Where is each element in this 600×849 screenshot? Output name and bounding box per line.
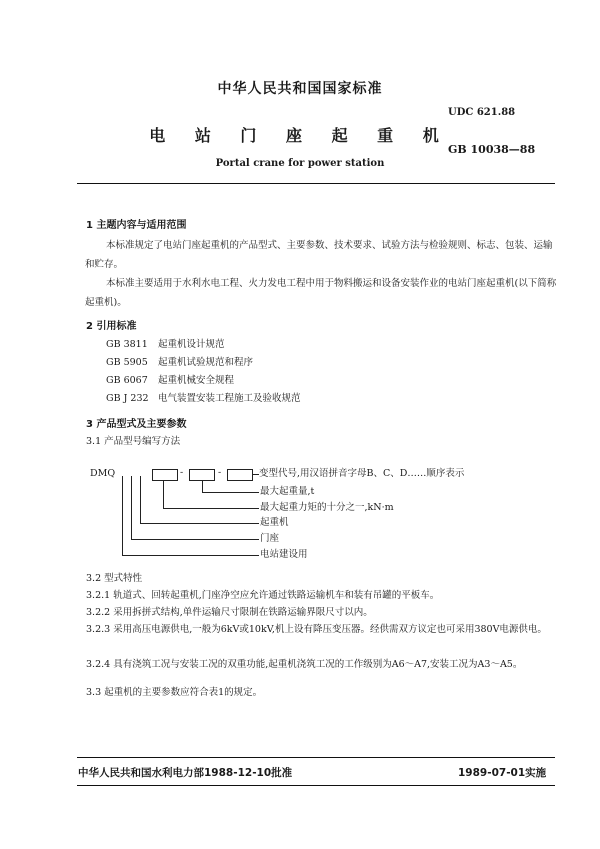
- leader-line: [140, 523, 259, 524]
- footer-bottom-rule: [77, 785, 555, 786]
- clause-3-2-3: 3.2.3 采用高压电源供电,一般为6kV或10kV,机上设有降压变压器。经供需双方议定也可采用380V电源供电。: [86, 624, 547, 635]
- footer-rule: [77, 757, 555, 758]
- model-label-variant: 变型代号,用汉语拼音字母B、C、D……顺序表示: [259, 468, 465, 479]
- leader-line: [122, 555, 259, 556]
- model-prefix: DMQ: [90, 468, 116, 479]
- effective-date: 1989-07-01实施: [458, 767, 547, 779]
- reference-name: 起重机设计规范: [158, 339, 225, 350]
- leader-line: [131, 476, 132, 540]
- section-2-title: 2 引用标准: [86, 321, 137, 332]
- section-3-1-heading: 3.1 产品型号编写方法: [86, 436, 181, 447]
- english-title: Portal crane for power station: [215, 158, 385, 169]
- model-label-crane: 起重机: [260, 517, 289, 528]
- clause-3-2-2: 3.2.2 采用拆拼式结构,单件运输尺寸限制在铁路运输界限尺寸以内。: [86, 607, 373, 618]
- clause-3-2-1: 3.2.1 轨道式、回转起重机,门座净空应允许通过铁路运输机车和装有吊罐的平板车。: [86, 590, 440, 601]
- model-label-moment: 最大起重力矩的十分之一,kN·m: [260, 502, 394, 513]
- section-3-title: 3 产品型式及主要参数: [86, 419, 187, 430]
- reference-code: GB 6067: [106, 375, 148, 386]
- national-standard-heading: 中华人民共和国国家标准: [217, 81, 383, 97]
- udc-code: UDC 621.88: [448, 107, 516, 118]
- reference-code: GB J 232: [106, 393, 149, 404]
- section-3-2-heading: 3.2 型式特性: [86, 573, 143, 584]
- reference-code: GB 3811: [106, 339, 148, 350]
- gb-number: GB 10038—88: [448, 143, 536, 156]
- clause-3-3: 3.3 起重机的主要参数应符合表1的规定。: [86, 687, 263, 698]
- approval-line: 中华人民共和国水利电力部1988-12-10批准: [78, 767, 293, 779]
- header-rule: [77, 183, 555, 184]
- model-label-power-station: 电站建设用: [260, 549, 308, 560]
- model-dash-2: -: [218, 467, 222, 478]
- model-dash-1: -: [180, 467, 184, 478]
- document-title: 电 站 门 座 起 重 机: [149, 126, 451, 145]
- clause-3-2-4: 3.2.4 具有浇筑工况与安装工况的双重功能,起重机浇筑工况的工作级别为A6～A7,安装工况为A3～A5。: [86, 659, 523, 670]
- reference-name: 起重机试验规范和程序: [158, 357, 254, 368]
- leader-line: [252, 474, 259, 475]
- leader-line: [163, 481, 164, 509]
- model-box-2: [189, 469, 215, 481]
- section-1-paragraph-2: 本标准主要适用于水利水电工程、火力发电工程中用于物料搬运和设备安装作业的电站门座起重机(以下简称起重机)。: [85, 278, 557, 308]
- reference-name: 电气装置安装工程施工及验收规范: [158, 393, 301, 404]
- model-label-portal: 门座: [260, 533, 280, 544]
- leader-line: [202, 492, 259, 493]
- model-label-capacity: 最大起重量,t: [260, 486, 315, 497]
- reference-name: 起重机械安全规程: [158, 375, 235, 386]
- section-1-paragraph-1: 本标准规定了电站门座起重机的产品型式、主要参数、技术要求、试验方法与检验规则、标志、包装、运输和贮存。: [85, 240, 553, 270]
- leader-line: [122, 476, 123, 556]
- leader-line: [140, 476, 141, 524]
- model-box-3: [227, 469, 253, 481]
- reference-code: GB 5905: [106, 357, 148, 368]
- section-1-title: 1 主题内容与适用范围: [86, 220, 187, 231]
- model-box-1: [152, 469, 178, 481]
- leader-line: [163, 508, 259, 509]
- leader-line: [131, 539, 259, 540]
